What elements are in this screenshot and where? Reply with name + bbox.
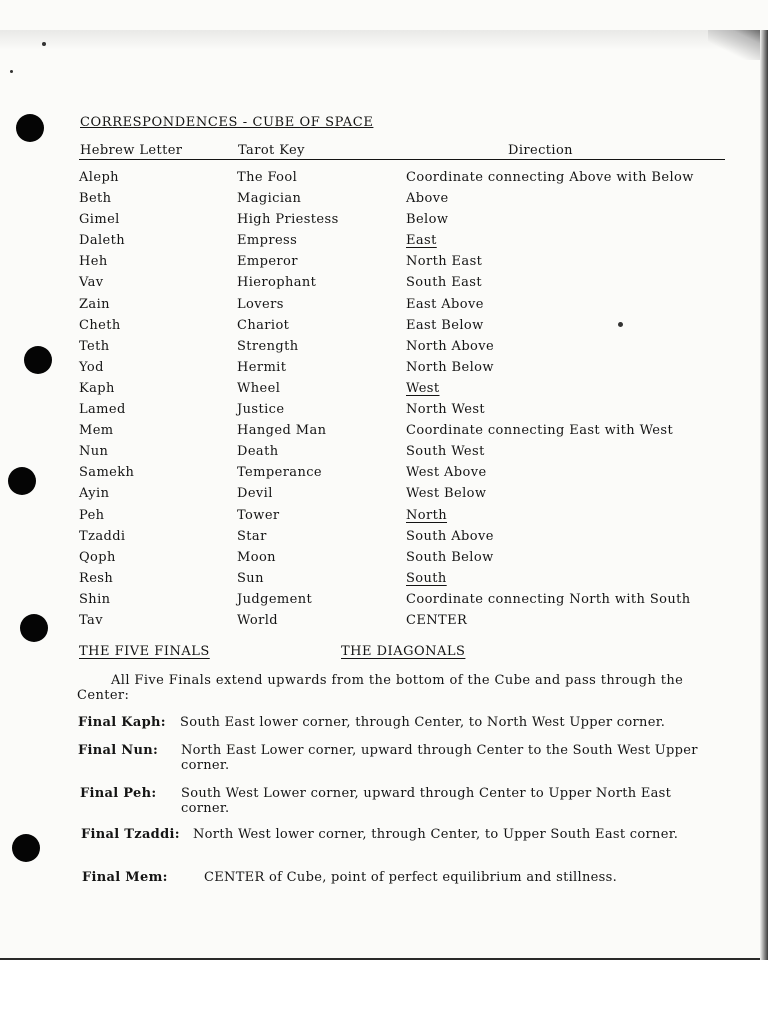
direction-cell: Below: [406, 212, 449, 228]
final-label: Final Peh:: [80, 786, 157, 801]
hebrew-letter-cell: Daleth: [79, 233, 126, 249]
direction-cell: North Above: [406, 338, 495, 354]
direction-cell: North Below: [406, 359, 494, 375]
hebrew-letter-cell: Ayin: [79, 486, 110, 502]
tarot-key-cell: Justice: [237, 402, 285, 418]
direction-cell: West Below: [406, 486, 487, 502]
tarot-key-cell: Death: [237, 444, 279, 460]
final-label: Final Nun:: [78, 743, 159, 758]
tarot-key-cell: Lovers: [237, 296, 284, 312]
hebrew-letter-cell: Aleph: [79, 170, 119, 185]
tarot-key-cell: Magician: [237, 191, 302, 207]
tarot-key-cell: World: [237, 612, 278, 628]
table-row: [0, 402, 768, 423]
direction-cell: West: [406, 380, 440, 396]
scan-shadow: [0, 30, 768, 50]
tarot-key-cell: Devil: [237, 486, 273, 502]
tarot-key-cell: Star: [237, 528, 267, 544]
table-row: [0, 339, 768, 360]
table-row: [0, 275, 768, 296]
table-row: [0, 254, 768, 275]
table-row: [0, 423, 768, 444]
correspondence-table: [0, 170, 768, 634]
direction-cell: Coordinate connecting East with West: [406, 423, 674, 439]
tarot-key-cell: Hierophant: [237, 275, 317, 291]
hebrew-letter-cell: Yod: [79, 359, 104, 375]
hebrew-letter-cell: Nun: [79, 444, 109, 460]
intro-paragraph: All Five Finals extend upwards from the bottom of the Cube and pass through the Center:: [77, 673, 684, 703]
header-rule: [79, 159, 725, 160]
column-header-tarot-key: Tarot Key: [238, 143, 305, 158]
tarot-key-cell: Chariot: [237, 317, 290, 333]
direction-cell: South: [406, 570, 447, 586]
direction-cell: North West: [406, 402, 486, 418]
tarot-key-cell: Judgement: [237, 591, 313, 607]
document-title: CORRESPONDENCES - CUBE OF SPACE: [80, 115, 374, 130]
table-row: [0, 191, 768, 212]
column-header-hebrew-letter: Hebrew Letter: [80, 143, 183, 158]
final-text: South West Lower corner, upward through Center to Upper North East corner.: [181, 786, 672, 816]
direction-cell: East Below: [406, 317, 484, 333]
hebrew-letter-cell: Kaph: [79, 380, 115, 396]
hebrew-letter-cell: Vav: [79, 275, 104, 291]
hebrew-letter-cell: Beth: [79, 191, 112, 207]
direction-cell: Above: [406, 191, 449, 207]
hebrew-letter-cell: Qoph: [79, 549, 116, 565]
table-row: [0, 170, 768, 191]
direction-cell: CENTER: [406, 612, 468, 628]
table-row: [0, 233, 768, 254]
tarot-key-cell: Empress: [237, 233, 298, 249]
table-row: [0, 550, 768, 571]
direction-cell: Coordinate connecting North with South: [406, 591, 691, 607]
table-row: [0, 381, 768, 402]
hebrew-letter-cell: Lamed: [79, 402, 126, 418]
hebrew-letter-cell: Cheth: [79, 317, 121, 333]
final-text: CENTER of Cube, point of perfect equilibrium and stillness.: [204, 870, 618, 885]
final-label: Final Mem:: [82, 870, 168, 885]
tarot-key-cell: Sun: [237, 570, 264, 586]
direction-cell: South Above: [406, 528, 494, 544]
column-header-direction: Direction: [508, 143, 573, 158]
hebrew-letter-cell: Tav: [79, 612, 103, 628]
folded-corner-shadow: [708, 30, 768, 60]
table-row: [0, 613, 768, 634]
final-label: Final Tzaddi:: [81, 827, 180, 842]
tarot-key-cell: Temperance: [237, 465, 323, 481]
final-text: North West lower corner, through Center, to Upper South East corner.: [193, 827, 679, 842]
table-row: [0, 529, 768, 550]
direction-cell: South Below: [406, 549, 494, 565]
table-row: [0, 360, 768, 381]
tarot-key-cell: Wheel: [237, 380, 281, 396]
hebrew-letter-cell: Heh: [79, 254, 108, 270]
punch-hole: [16, 114, 44, 142]
hebrew-letter-cell: Shin: [79, 591, 111, 607]
hebrew-letter-cell: Peh: [79, 507, 105, 523]
direction-cell: Coordinate connecting Above with Below: [406, 170, 694, 185]
tarot-key-cell: The Fool: [237, 170, 298, 185]
table-row: [0, 318, 768, 339]
tarot-key-cell: Moon: [237, 549, 276, 565]
table-row: [0, 486, 768, 507]
direction-cell: East Above: [406, 296, 484, 312]
punch-hole: [12, 834, 40, 862]
table-row: [0, 297, 768, 318]
tarot-key-cell: High Priestess: [237, 212, 339, 228]
hebrew-letter-cell: Gimel: [79, 212, 120, 228]
tarot-key-cell: Hermit: [237, 359, 287, 375]
tarot-key-cell: Tower: [237, 507, 280, 523]
direction-cell: North: [406, 507, 448, 523]
hebrew-letter-cell: Teth: [79, 338, 110, 354]
final-label: Final Kaph:: [78, 715, 166, 730]
hebrew-letter-cell: Tzaddi: [79, 528, 126, 544]
hebrew-letter-cell: Samekh: [79, 465, 135, 481]
tarot-key-cell: Hanged Man: [237, 423, 327, 439]
final-text: South East lower corner, through Center, to North West Upper corner.: [180, 715, 666, 730]
hebrew-letter-cell: Zain: [79, 296, 110, 312]
table-row: [0, 571, 768, 592]
table-row: [0, 465, 768, 486]
hebrew-letter-cell: Mem: [79, 423, 114, 439]
direction-cell: North East: [406, 254, 483, 270]
table-row: [0, 592, 768, 613]
table-row: [0, 508, 768, 529]
hebrew-letter-cell: Resh: [79, 570, 114, 586]
tarot-key-cell: Strength: [237, 338, 299, 354]
table-row: [0, 212, 768, 233]
section-heading-diagonals: THE DIAGONALS: [341, 644, 466, 659]
direction-cell: West Above: [406, 465, 487, 481]
direction-cell: East: [406, 233, 437, 249]
final-text: North East Lower corner, upward through Center to the South West Upper corner.: [181, 743, 698, 773]
section-heading-five-finals: THE FIVE FINALS: [79, 644, 210, 659]
direction-cell: South West: [406, 444, 485, 460]
tarot-key-cell: Emperor: [237, 254, 298, 270]
direction-cell: South East: [406, 275, 482, 291]
table-row: [0, 444, 768, 465]
speck: [10, 70, 13, 73]
speck: [42, 42, 46, 46]
